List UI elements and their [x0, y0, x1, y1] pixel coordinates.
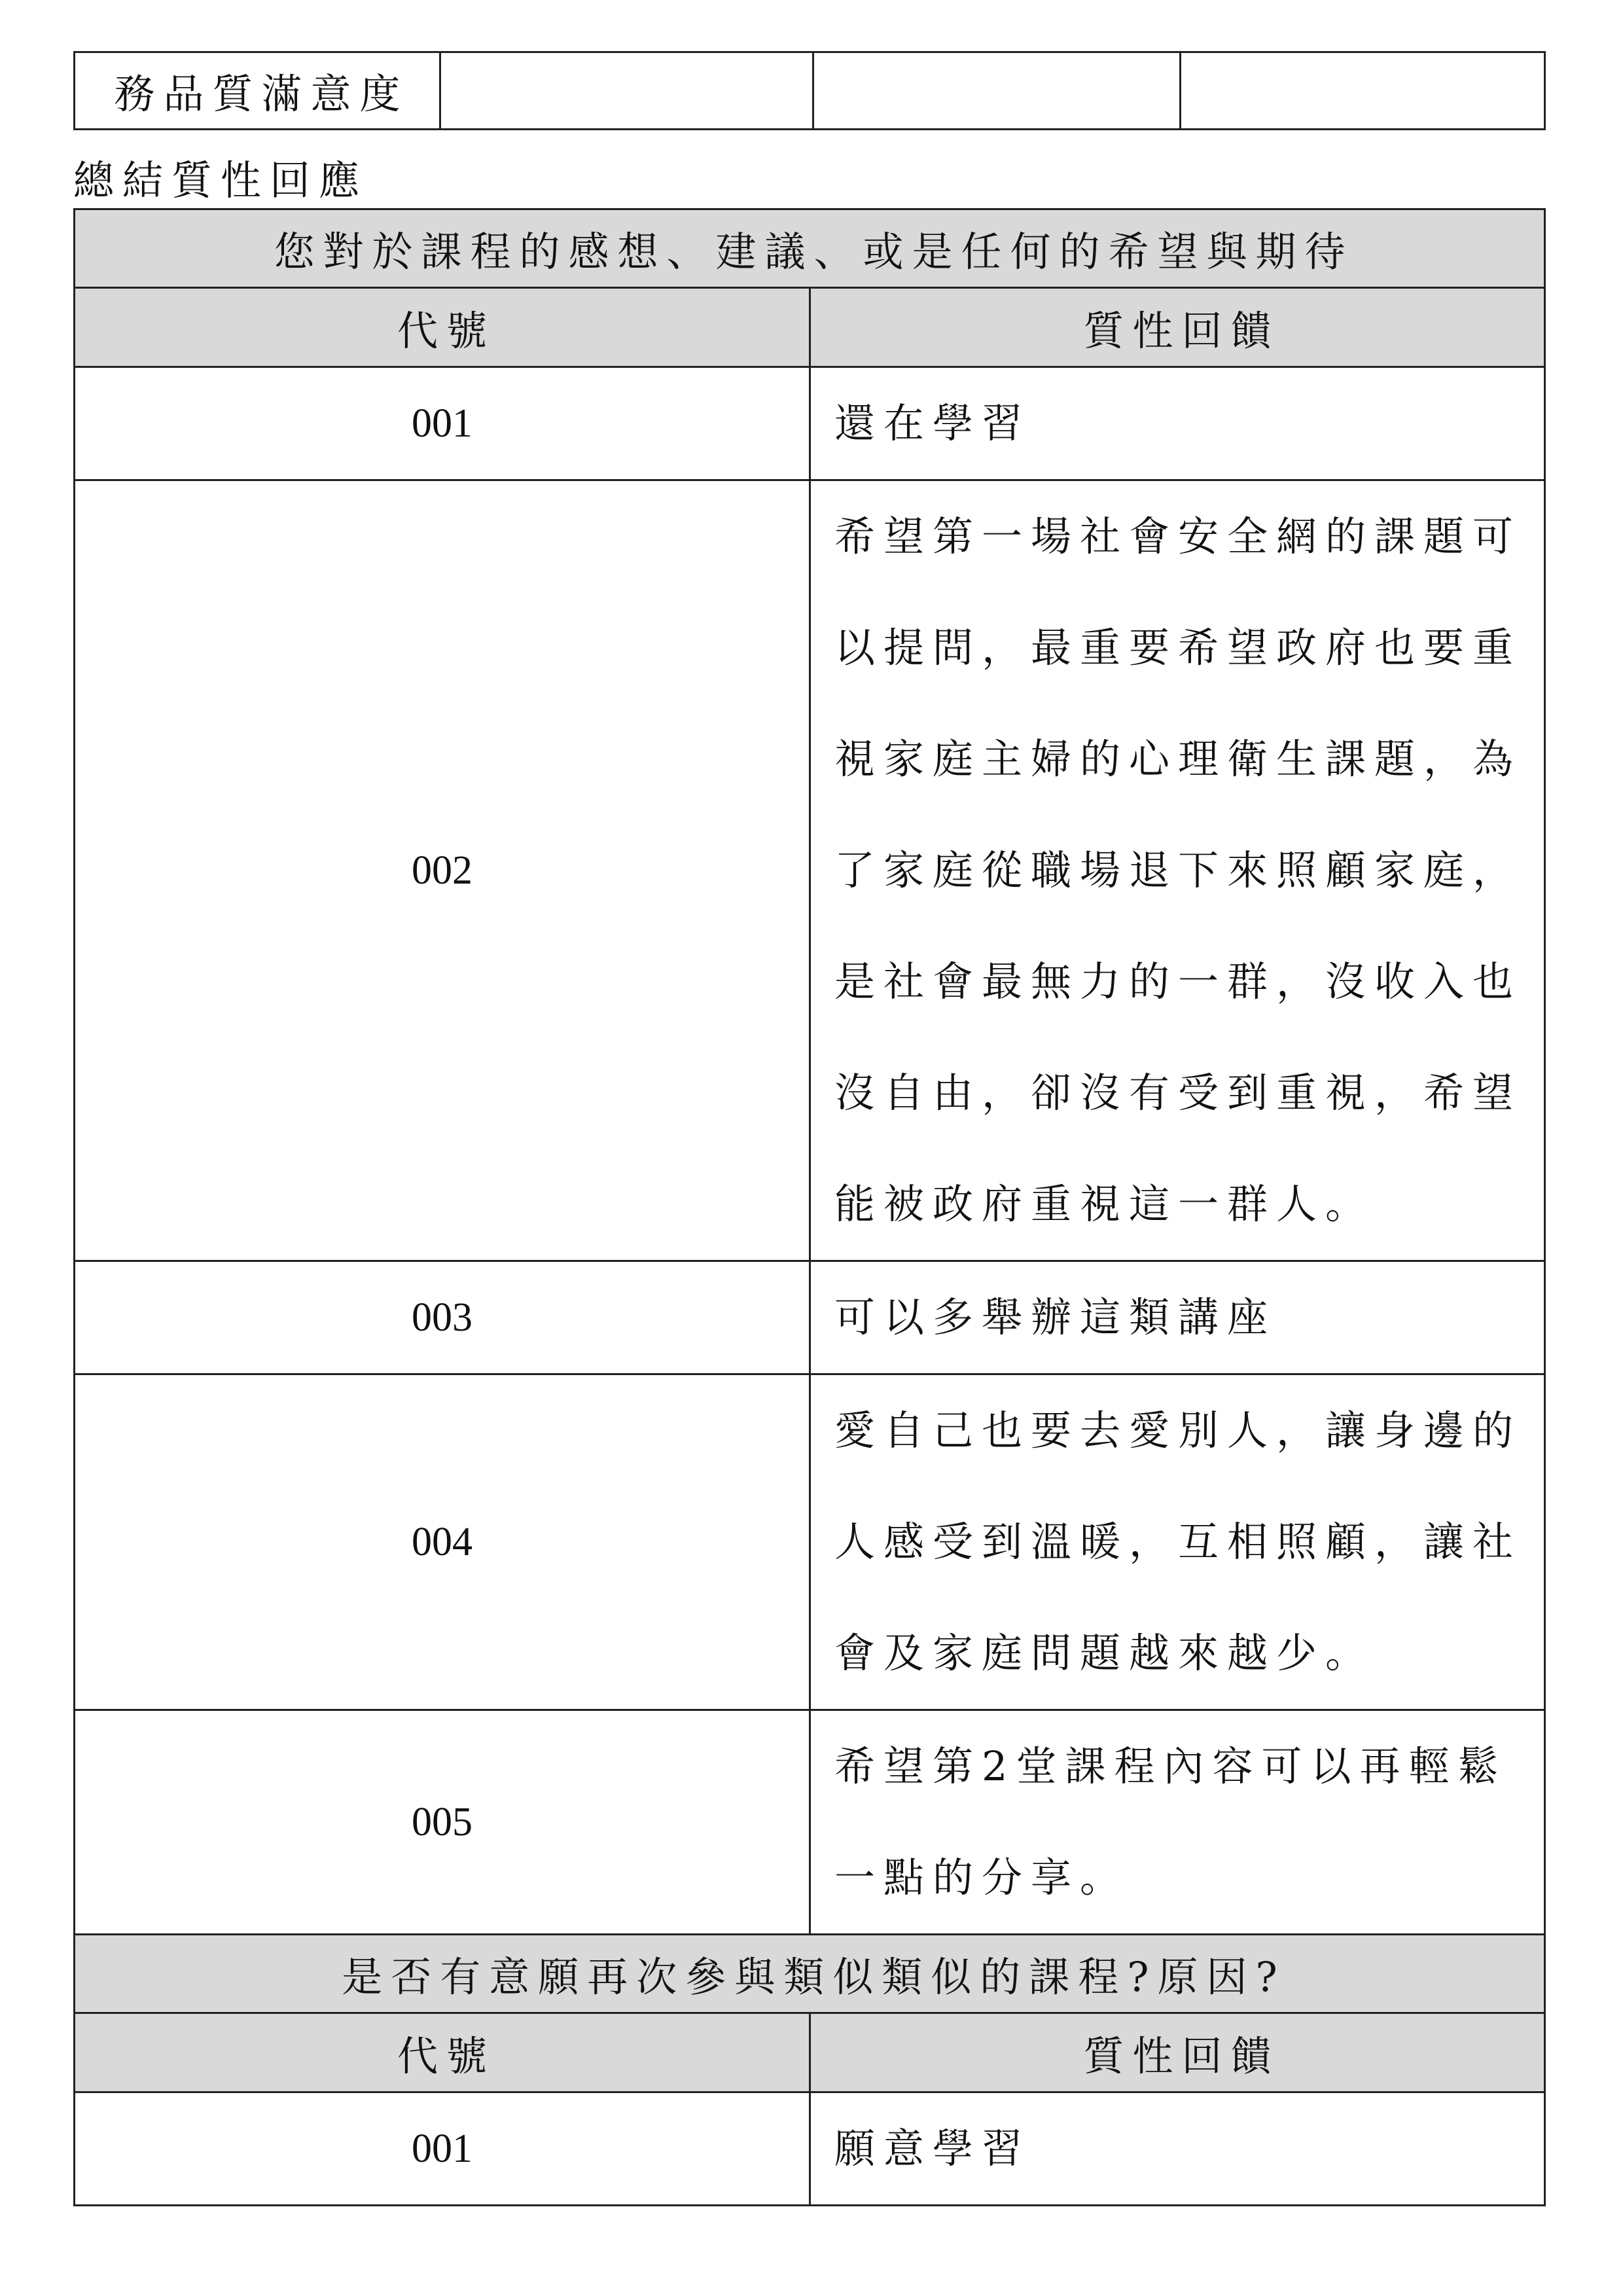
feedback-cell	[811, 1262, 1544, 1373]
feedback-line: 人感受到溫暖，互相照顧，讓社	[834, 1518, 1522, 1566]
feedback-cell	[811, 1711, 1544, 1933]
feedback-cell	[811, 481, 1544, 1260]
respondent-code: 003	[75, 1262, 811, 1373]
table-row	[75, 366, 1544, 479]
respondent-code: 004	[75, 1375, 811, 1709]
feedback-line: 希望第2堂課程內容可以再輕鬆	[834, 1742, 1507, 1790]
satisfaction-table	[73, 51, 1546, 130]
feedback-line: 沒自由，卻沒有受到重視，希望	[834, 1069, 1522, 1117]
feedback-line: 會及家庭問題越來越少。	[834, 1629, 1375, 1677]
question-title: 是否有意願再次參與類似類似的課程?原因?	[342, 1953, 1286, 2001]
respondent-code: 002	[75, 481, 811, 1260]
satisfaction-cell	[814, 53, 1181, 128]
feedback-line: 愛自己也要去愛別人，讓身邊的	[834, 1407, 1522, 1454]
qualitative-feedback-table	[73, 208, 1546, 2206]
feedback-cell	[811, 368, 1544, 479]
question-title-row	[75, 210, 1544, 287]
question-title: 您對於課程的感想、建議、或是任何的希望與期待	[274, 228, 1354, 276]
column-header-row	[75, 287, 1544, 366]
feedback-cell	[811, 2093, 1544, 2204]
satisfaction-cell	[1181, 53, 1544, 128]
feedback-line: 以提問，最重要希望政府也要重	[834, 624, 1522, 672]
satisfaction-row-label: 務品質滿意度	[75, 53, 441, 128]
column-header-feedback: 質性回饋	[1083, 2032, 1280, 2080]
respondent-code: 001	[75, 2093, 811, 2204]
column-header-row	[75, 2012, 1544, 2091]
table-row	[75, 1260, 1544, 1373]
feedback-line: 一點的分享。	[834, 1854, 1130, 1901]
feedback-line: 能被政府重視這一群人。	[834, 1180, 1375, 1228]
feedback-line: 了家庭從職場退下來照顧家庭，	[834, 846, 1522, 894]
respondent-code: 005	[75, 1711, 811, 1933]
table-row	[75, 479, 1544, 1260]
feedback-line: 可以多舉辦這類講座	[834, 1293, 1277, 1341]
question-title-row	[75, 1933, 1544, 2012]
table-row	[75, 1709, 1544, 1933]
feedback-cell	[811, 1375, 1544, 1709]
feedback-line: 還在學習	[834, 399, 1031, 447]
satisfaction-cell	[441, 53, 814, 128]
column-header-code: 代號	[75, 289, 811, 366]
respondent-code: 001	[75, 368, 811, 479]
table-row	[75, 1373, 1544, 1709]
feedback-line: 希望第一場社會安全網的課題可	[834, 512, 1522, 560]
table-row	[75, 2091, 1544, 2204]
feedback-line: 視家庭主婦的心理衛生課題，為	[834, 735, 1522, 783]
feedback-line: 願意學習	[834, 2125, 1031, 2172]
column-header-feedback: 質性回饋	[1083, 306, 1280, 355]
feedback-line: 是社會最無力的一群，沒收入也	[834, 958, 1522, 1005]
column-header-code: 代號	[75, 2014, 811, 2091]
section-heading: 總結質性回應	[73, 156, 368, 204]
